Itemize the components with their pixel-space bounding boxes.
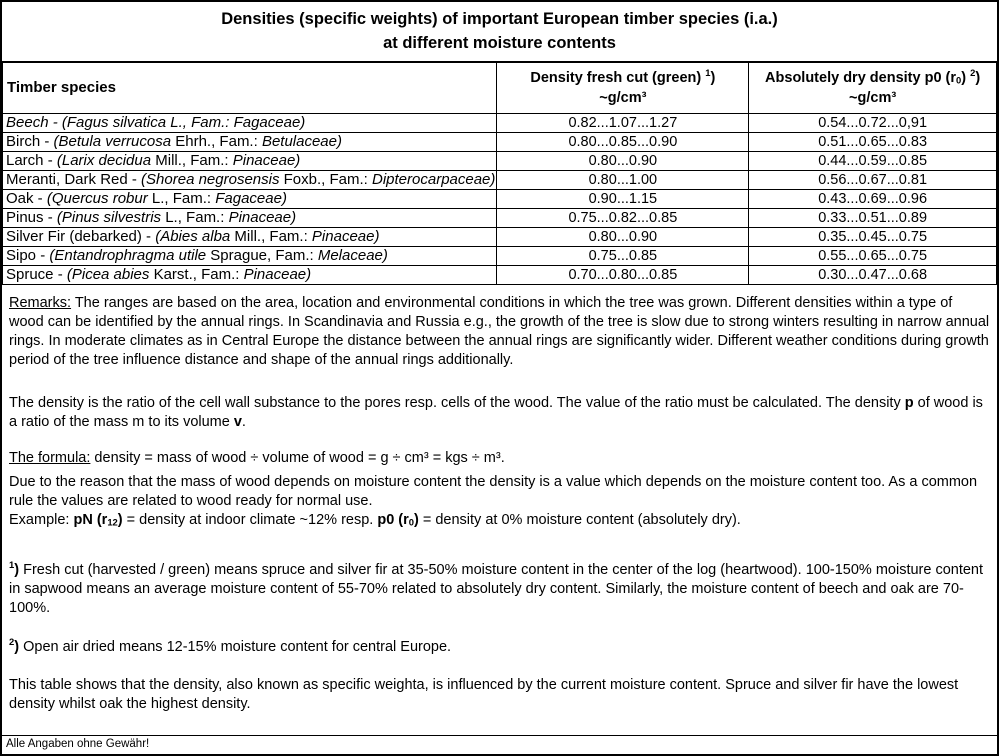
formula-paragraph [9, 449, 990, 468]
text-segment: density = mass of wood ÷ volume of wood = g ÷ cm³ = kgs ÷ m³. [90, 450, 505, 466]
text-segment: p [904, 395, 914, 411]
text-segment: Fagaceae) [215, 190, 287, 207]
species-cell [3, 266, 497, 285]
text-segment: The density is the ratio of the cell wall substance to the pores resp. cells of the wood. The value of the ratio must be calculated. The density [9, 395, 905, 411]
title-line-1: Densities (specific weights) of important European timber species (i.a.) [221, 10, 778, 28]
text-segment: (Larix decidua [56, 152, 152, 169]
table-row [3, 247, 997, 266]
green-density-cell: 0.75...0.82...0.85 [497, 209, 749, 228]
dry-density-cell: 0.55...0.65...0.75 [749, 247, 997, 266]
text-segment: 2 [9, 636, 15, 648]
green-density-cell: 0.70...0.80...0.85 [497, 266, 749, 285]
text-segment: pN (r [73, 512, 108, 528]
dry-density-cell: 0.30...0.47...0.68 [749, 266, 997, 285]
text-segment: ) [975, 70, 981, 86]
table-row [3, 133, 997, 152]
table-row [3, 209, 997, 228]
green-density-cell: 0.90...1.15 [497, 190, 749, 209]
green-density-cell: 0.80...0.90 [497, 152, 749, 171]
density-definition-paragraph [9, 394, 990, 432]
species-cell [3, 152, 497, 171]
dry-density-cell: 0.43...0.69...0.96 [749, 190, 997, 209]
green-density-cell: 0.75...0.85 [497, 247, 749, 266]
text-segment: Sipo - [6, 247, 50, 264]
text-segment: v [233, 414, 242, 430]
text-segment: Sprague, Fam.: [206, 247, 318, 264]
header-green-label [498, 68, 747, 88]
text-segment: of wood is a ratio of the mass m to its volume [9, 395, 983, 430]
text-segment: ) [14, 562, 20, 578]
col-header-green-density [497, 63, 749, 114]
text-segment: Density fresh cut (green) [530, 70, 706, 86]
species-cell [3, 114, 497, 133]
text-segment: Remarks: [9, 295, 72, 311]
text-segment: Pinaceae) [228, 209, 297, 226]
species-cell [3, 209, 497, 228]
text-segment: 0 [956, 74, 962, 86]
text-segment: Silver Fir (debarked) - [6, 228, 156, 245]
table-row [3, 266, 997, 285]
text-segment: p0 (r [377, 512, 409, 528]
table-row [3, 171, 997, 190]
text-segment: (Entandrophragma utile [49, 247, 207, 264]
species-cell [3, 228, 497, 247]
footnote-2-paragraph [9, 638, 990, 657]
dry-density-cell: 0.56...0.67...0.81 [749, 171, 997, 190]
text-segment: 2 [970, 67, 976, 79]
text-segment: Karst., Fam.: [149, 266, 244, 283]
text-segment: ) [14, 639, 20, 655]
text-segment: 0 [408, 516, 414, 528]
conclusion-paragraph [9, 676, 990, 714]
dry-density-cell: 0.33...0.51...0.89 [749, 209, 997, 228]
text-segment: Pinaceae) [232, 152, 301, 169]
table-header-row [3, 63, 997, 114]
text-segment: The formula: [9, 450, 91, 466]
text-segment: Spruce - [6, 266, 67, 283]
table-row [3, 190, 997, 209]
text-segment: 12 [107, 516, 118, 528]
species-cell [3, 133, 497, 152]
text-segment: Larch - [6, 152, 57, 169]
text-segment: = density at 0% moisture content (absolutely dry). [418, 512, 741, 528]
green-density-cell: 0.80...0.90 [497, 228, 749, 247]
text-segment: = density at indoor climate ~12% resp. [122, 512, 378, 528]
text-segment: This table shows that the density, also known as specific weighta, is influenced by the current moisture content. Spruce and silver fir have the lowest density whilst oak the highest density. [9, 677, 959, 712]
density-table [2, 62, 997, 285]
text-segment: ) [961, 70, 971, 86]
moisture-dependency-paragraph [9, 473, 990, 511]
table-row [3, 228, 997, 247]
text-segment: Oak - [6, 190, 47, 207]
example-paragraph [9, 511, 990, 530]
text-segment: Ehrh., Fam.: [171, 133, 262, 150]
dry-density-cell: 0.54...0.72...0,91 [749, 114, 997, 133]
text-segment: L., Fam.: [147, 190, 216, 207]
table-row [3, 152, 997, 171]
text-segment: Dipterocarpaceae) [372, 171, 496, 188]
text-segment: Betulaceae) [261, 133, 342, 150]
green-density-cell: 0.82...1.07...1.27 [497, 114, 749, 133]
text-segment: Mill., Fam.: [230, 228, 312, 245]
text-segment: Absolutely dry density p0 (r [765, 70, 957, 86]
text-segment: Foxb., Fam.: [279, 171, 372, 188]
col-header-timber-species: Timber species [3, 63, 497, 114]
species-cell [3, 247, 497, 266]
header-dry-label [750, 68, 995, 88]
remarks-section [2, 285, 997, 735]
text-segment: The ranges are based on the area, location and environmental conditions in which the tree was grown. Different densities within a type of wood can be identified by the annual rings. In Scandinavia and Russia e.g., the growth of the tree is slow due to strong winters resulting in narrow annual rings. In moderate climates as in Central Europe the distance between the annual rings are significantly wider. Different weather conditions during growth period of the tree influence distance and shape of the annual rings additionally. [9, 295, 990, 368]
text-segment: L., Fam.: [161, 209, 229, 226]
footnote-1-paragraph [9, 561, 990, 618]
text-segment: Meranti, Dark Red - [6, 171, 142, 188]
col-header-dry-density [749, 63, 997, 114]
dry-density-cell: 0.44...0.59...0.85 [749, 152, 997, 171]
remarks-paragraph [9, 294, 990, 370]
green-density-cell: 0.80...0.85...0.90 [497, 133, 749, 152]
text-segment: (Shorea negrosensis [141, 171, 280, 188]
text-segment: Pinaceae) [311, 228, 380, 245]
species-cell [3, 190, 497, 209]
text-segment: Beech - (Fagus silvatica L., Fam.: Fagaceae) [6, 114, 306, 131]
text-segment: ) [414, 512, 419, 528]
text-segment: 1 [9, 559, 15, 571]
text-segment: (Quercus robur [46, 190, 148, 207]
footer-disclaimer: Alle Angaben ohne Gewähr! [2, 735, 997, 754]
text-segment: Birch - [6, 133, 54, 150]
dry-density-cell: 0.51...0.65...0.83 [749, 133, 997, 152]
dry-density-cell: 0.35...0.45...0.75 [749, 228, 997, 247]
green-density-cell: 0.80...1.00 [497, 171, 749, 190]
text-segment: ) [710, 70, 716, 86]
table-row [3, 114, 997, 133]
text-segment: . [241, 414, 246, 430]
text-segment: Due to the reason that the mass of wood depends on moisture content the density is a value which depends on the moisture content too. As a common rule the values are related to wood ready for normal use. [9, 474, 978, 509]
text-segment: (Pinus silvestris [56, 209, 162, 226]
text-segment: Pinaceae) [243, 266, 312, 283]
text-segment: 1 [705, 67, 711, 79]
species-cell [3, 171, 497, 190]
header-green-unit: ~g/cm³ [599, 90, 647, 106]
text-segment: Mill., Fam.: [151, 152, 233, 169]
text-segment: Melaceae) [317, 247, 388, 264]
text-segment: Fresh cut (harvested / green) means spruce and silver fir at 35-50% moisture content in the center of the log (heartwood). 100-150% moisture content in sapwood means an average moisture content of 55-70% related to absolutely dry content. Similarly, the moisture content of beech and oak are 70-100%. [9, 562, 984, 616]
text-segment: (Picea abies [66, 266, 150, 283]
title-line-2: at different moisture contents [383, 34, 616, 52]
text-segment: Pinus - [6, 209, 57, 226]
text-segment: ) [117, 512, 123, 528]
text-segment: Open air dried means 12-15% moisture content for central Europe. [19, 639, 452, 655]
text-segment: (Abies alba [155, 228, 231, 245]
page-title [2, 2, 997, 62]
text-segment: Example: [9, 512, 74, 528]
text-segment: (Betula verrucosa [53, 133, 172, 150]
header-dry-unit: ~g/cm³ [849, 90, 897, 106]
